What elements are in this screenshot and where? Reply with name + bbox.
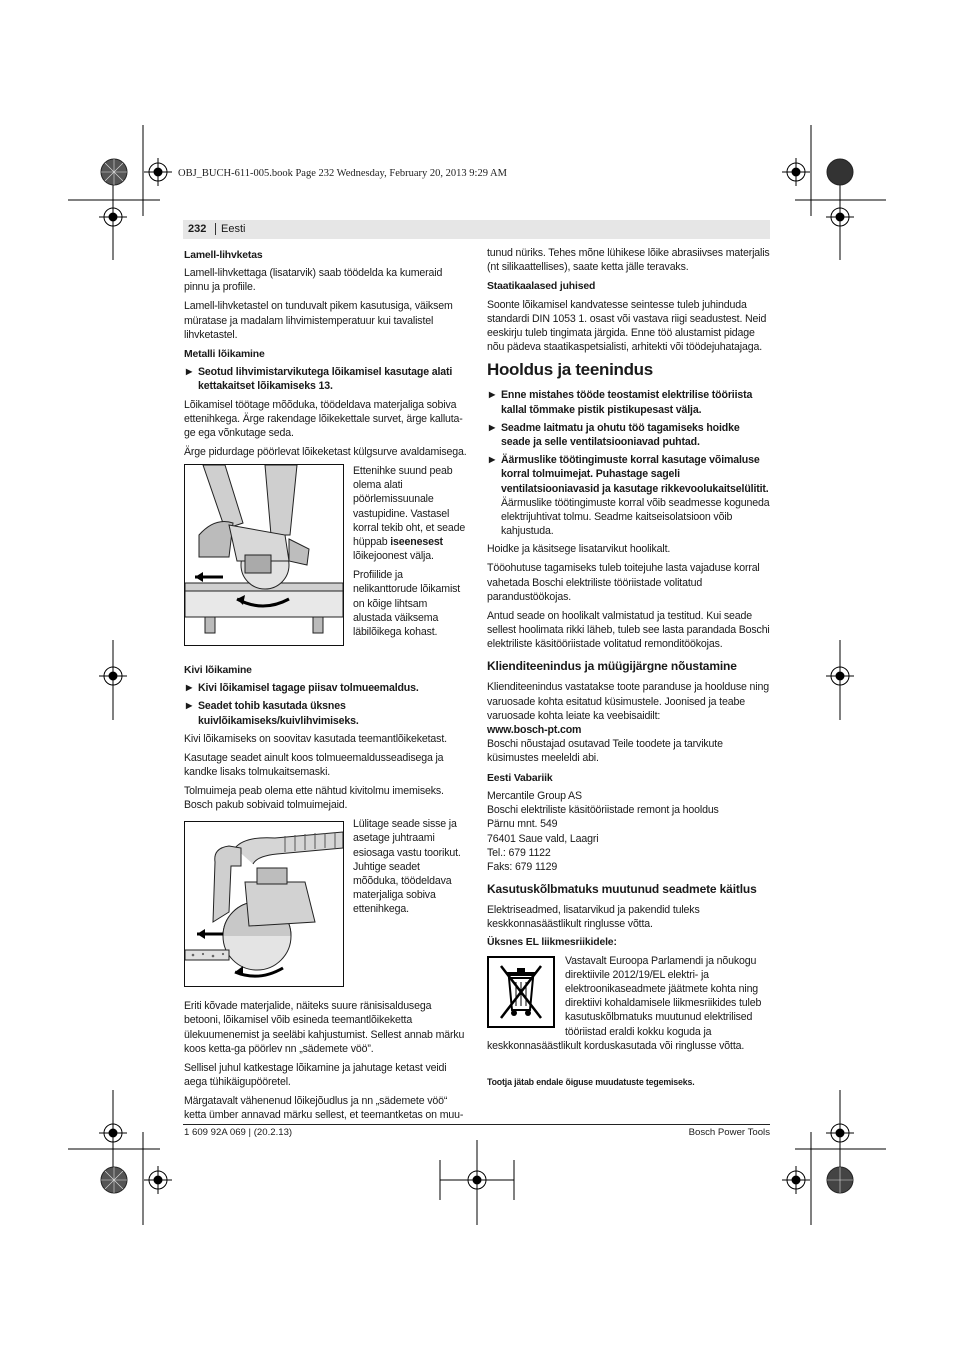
address-line: Boschi elektriliste käsitööriistade remont ja hooldus	[487, 804, 719, 817]
paragraph: Antud seade on hoolikalt valmistatud ja testitud. Kui seade sellest hoolimata rikki läheb, tuleb see lasta parandada Boschi elektriliste käsitööriistade volitatud remonditöökojas.	[487, 609, 770, 651]
disclaimer-note: Tootja jätab endale õiguse muudatuste tegemiseks.	[487, 1076, 695, 1087]
paragraph: tunud nüriks. Tehes mõne lühikese lõike abrasiivses materjalis (nt silikaattellises), saate ketta jälle teravaks.	[487, 247, 770, 274]
footer-rule	[183, 1124, 770, 1125]
section-title-country: Eesti Vabariik	[487, 772, 553, 784]
paragraph: Soonte lõikamisel kandvatesse seintesse tuleb juhinduda standardi DIN 1053 1. osast või vastava riigi seadustest. Neid eeskirju tuleb tingimata järgida. Enne töö alustamist pidage nõu pädeva staatikaspetsialisti, arhitekti või töödejuhatajaga.	[487, 298, 767, 354]
triangle-bullet-icon: ▶	[186, 367, 193, 377]
section-title-eu: Üksnes EL liikmesriikidele:	[487, 937, 617, 949]
address-block	[487, 789, 770, 874]
website-link[interactable]: www.bosch-pt.com	[487, 724, 582, 737]
paragraph: Hoidke ja käsitsege lisatarvikut hoolikalt.	[487, 543, 671, 556]
print-slug: OBJ_BUCH-611-005.book Page 232 Wednesday, February 20, 2013 9:29 AM	[178, 168, 507, 179]
bullet-item: ▶ Seadet tohib kasutada üksnes kuivlõikamiseks/kuivlihvimiseks.	[186, 700, 359, 727]
section-title-stone: Kivi lõikamine	[184, 665, 252, 677]
paragraph: Lamell-lihvketastel on tunduvalt pikem kasutusiga, väiksem müratase ja madalam lihvimistemperatuur kui tavalistel lihvketastel.	[184, 300, 453, 341]
paragraph: Ärge pidurdage pöörlevat lõikeketast külgsurve avaldamisega.	[184, 446, 467, 459]
illustration-dust-extraction	[185, 822, 343, 986]
triangle-bullet-icon: ▶	[489, 455, 496, 465]
heading-disposal: Kasutuskõlbmatuks muutunud seadmete käitlus	[487, 882, 757, 897]
section-title-static: Staatikaalased juhised	[487, 281, 596, 293]
right-column	[487, 246, 770, 1089]
paragraph: Kasutage seadet ainult koos tolmueemaldusseadisega ja kandke lisaks tolmukaitsemaski.	[184, 751, 444, 779]
paragraph: Elektriseadmed, lisatarvikud ja pakendid tuleks keskkonnasäästlikult ringlusse võtta.	[487, 904, 700, 931]
page-number: 232	[188, 223, 207, 235]
bullet-item: ▶ Enne mistahes tööde teostamist elektrilise tööriista kallal tõmmake pistik pistikupesast välja.	[489, 389, 753, 416]
bullet-item: ▶ Äärmuslike töötingimuste korral kasutage võimaluse korral tolmuimejat. Puhastage sageli ventilatsiooniavasid ja kasutage rikkevoolukaitselülitit. Äärmuslike töötingimuste korral võib seadmesse koguneda elektrijuhtivat tolmu. Seadme kaitseisolatsioon võib kahjustuda.	[489, 454, 770, 538]
paragraph: Märgatavalt vähenenud lõikejõudlus ja nn „sädemete vöö“ ketta ümber annavad märku sellest, et teemantketas on muu-	[184, 1095, 464, 1122]
paragraph: Lamell-lihvkettaga (lisatarvik) saab töödelda ka kumeraid pinnu ja profiile.	[184, 267, 443, 294]
paragraph: Profiilide ja nelikanttorude lõikamist on kõige lihtsam alustada väiksema läbilõikega kohast.	[353, 569, 461, 639]
paragraph: Lõikamisel töötage mõõduka, töödeldava materjaliga sobiva ettenihkega. Ärge rakendage lõikekettale survet, ärge kalluta-ge ega võnkutage seda.	[184, 398, 463, 440]
triangle-bullet-icon: ▶	[489, 422, 496, 432]
footer-brand: Bosch Power Tools	[688, 1127, 770, 1138]
address-line: Faks: 679 1129	[487, 860, 558, 873]
address-line: Tel.: 679 1122	[487, 846, 551, 859]
paragraph: Tööohutuse tagamiseks tuleb toitejuhe lasta vajaduse korral vahetada Boschi elektriliste tööriistade volitatud parandustöökojas.	[487, 562, 760, 603]
paragraph: Lülitage seade sisse ja asetage juhtraami esiosaga vastu toorikut. Juhtige seadet mõõduka, töödeldava materjaliga sobiva ettenihkega.	[353, 818, 461, 916]
address-line: 76401 Saue vald, Laagri	[487, 832, 599, 845]
paragraph: Sellisel juhul katkestage lõikamine ja jahutage ketast veidi aega tühikäigupööretel.	[184, 1061, 447, 1089]
paragraph: Boschi nõustajad osutavad Teile toodete ja tarvikute küsimustes meeleldi abi.	[487, 738, 723, 765]
heading-maintenance: Hooldus ja teenindus	[487, 360, 653, 380]
triangle-bullet-icon: ▶	[489, 390, 496, 400]
footer-doc-number: 1 609 92A 069 | (20.2.13)	[184, 1127, 293, 1138]
section-title-metal: Metalli lõikamine	[184, 349, 265, 361]
language-label: Eesti	[215, 223, 245, 235]
figure-stone-cutting	[184, 821, 344, 987]
paragraph: Vastavalt Euroopa Parlamendi ja nõukogu direktiivile 2012/19/EL elektri- ja elektroonikaseadmete jäätmete kohta ning direktiivi kohaldamisele liikmesriikides tuleb kasutuskõlbmatuks muutunud elektrilised tööriistad eraldi kokku koguda ja keskkonnasäästlikult korduskasutada või ringlusse võtta.	[487, 954, 762, 1052]
section-title-lamell: Lamell-lihvketas	[184, 250, 263, 261]
triangle-bullet-icon: ▶	[186, 701, 193, 711]
page-header	[183, 220, 770, 239]
paragraph: Eriti kõvade materjalide, näiteks suure ränisisaldusega betooni, lõikamisel võib esineda teemantlõikeketta ülekuumenemist ja seeläbi kahjustumist. Sellest annab märku koos ketta-ga pöörlev nn „sädemete vöö”.	[184, 1000, 465, 1055]
figure-metal-cutting	[184, 464, 344, 646]
eu-disposal-block	[487, 954, 770, 1053]
bullet-item: ▶ Seadme laitmatu ja ohutu töö tagamiseks hoidke seade ja selle ventilatsiooniavad puhtad.	[489, 421, 740, 449]
triangle-bullet-icon: ▶	[186, 683, 193, 693]
address-line: Mercantile Group AS	[487, 789, 582, 802]
bullet-item: ▶ Seotud lihvimistarvikutega lõikamisel kasutage alati kettakaitset lõikamiseks 13.	[186, 366, 453, 393]
bullet-item: ▶ Kivi lõikamisel tagage piisav tolmueemaldus.	[186, 682, 419, 695]
paragraph: Tolmuimeja peab olema ette nähtud kivitolmu imemiseks. Bosch pakub sobivaid tolmuimejaid.	[184, 785, 444, 812]
heading-customer-service: Klienditeenindus ja müügijärgne nõustamine	[487, 659, 737, 674]
paragraph: Ettenihke suund peab olema alati pöörlemissuunale vastupidine. Vastasel korral tekib oht, et seade hüppab iseenesest lõikejoonest välja.	[353, 465, 466, 563]
address-line: Pärnu mnt. 549	[487, 818, 558, 831]
crossed-out-bin-icon	[487, 956, 555, 1028]
left-column	[184, 246, 467, 1127]
paragraph: Klienditeenindus vastatakse toote paranduse ja hoolduse ning varuosade kohta esitatud küsimustele. Joonised ja teabe varuosade kohta leiate ka veebisaidilt:	[487, 681, 769, 722]
paragraph: Kivi lõikamiseks on soovitav kasutada teemantlõikeketast.	[184, 732, 447, 745]
illustration-cutting	[185, 465, 343, 645]
